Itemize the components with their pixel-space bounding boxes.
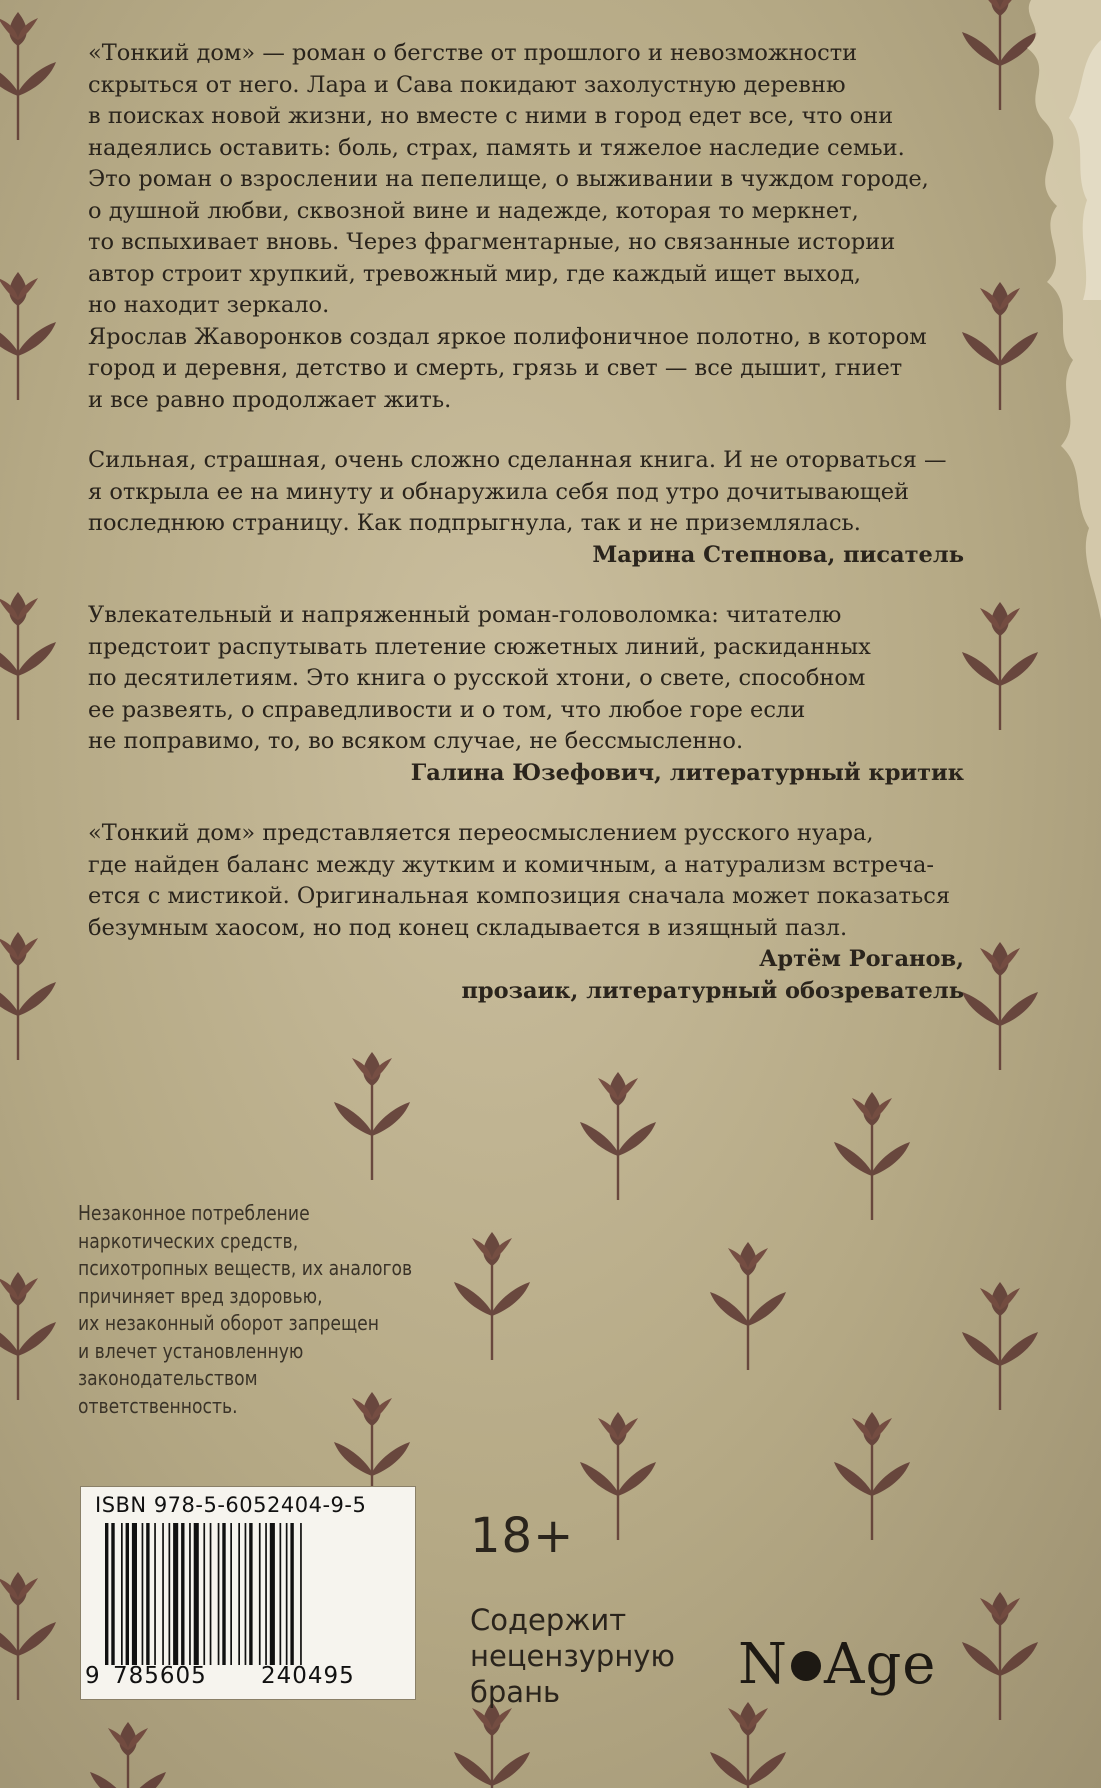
review-author-line: Галина Юзефович, литературный критик [410, 759, 964, 786]
publisher-logo-n: N [738, 1632, 788, 1697]
review-line: предстоит распутывать плетение сюжетных линий, раскиданных [88, 633, 871, 660]
warning-line: Незаконное потребление [78, 1201, 310, 1225]
back-cover-text [88, 38, 968, 1007]
review-line: где найден баланс между жутким и комичным, а натурализм встреча- [88, 851, 934, 878]
review-line: ется с мистикой. Оригинальная композиция сначала может показаться [88, 883, 951, 909]
barcode-digits [85, 1663, 411, 1693]
blurb-line: о душной любви, сквозной вине и надежде, которая то меркнет, [88, 197, 859, 224]
warning-line: психотропных веществ, их аналогов [78, 1256, 413, 1280]
barcode-digits-right: 240495 [261, 1663, 355, 1689]
warning-line: ответственность. [78, 1393, 238, 1418]
blurb-line: Ярослав Жаворонков создал яркое полифоничное полотно, в котором [88, 323, 927, 350]
barcode-bars [105, 1523, 405, 1665]
review-author [88, 540, 968, 572]
blurb-line: «Тонкий дом» — роман о бегстве от прошлого и невозможности [88, 40, 858, 66]
barcode-digit-first: 9 [85, 1663, 100, 1689]
review-line: по десятилетиям. Это книга о русской хтони, о свете, способном [88, 665, 866, 691]
warning-line: причиняет вред здоровью, [78, 1283, 323, 1308]
review-line: ее развеять, о справедливости и о том, что любое горе если [88, 696, 806, 723]
review-quote [88, 445, 968, 540]
publisher-logo-age: Age [824, 1632, 937, 1697]
warning-line: наркотических средств, [78, 1228, 299, 1253]
logo-dot-icon [791, 1651, 821, 1681]
barcode-digits-left: 785605 [113, 1663, 207, 1689]
blurb-line: но находит зеркало. [88, 292, 330, 318]
review-author-line: прозаик, литературный обозреватель [461, 977, 964, 1004]
content-warning [470, 1602, 675, 1710]
review-line: безумным хаосом, но под конец складывается в изящный пазл. [88, 914, 848, 941]
review-author-line: Марина Степнова, писатель [592, 541, 964, 568]
review-author [88, 758, 968, 790]
review-line: последнюю страницу. Как подпрыгнула, так и не приземлялась. [88, 510, 861, 536]
review-line: «Тонкий дом» представляется переосмыслением русского нуара, [88, 820, 874, 846]
blurb-line: скрыться от него. Лара и Сава покидают захолустную деревню [88, 71, 846, 98]
publisher-logo [738, 1632, 936, 1697]
content-warning-line: нецензурную [470, 1639, 675, 1673]
blurb-line: то вспыхивает вновь. Через фрагментарные, но связанные истории [88, 229, 896, 255]
isbn-label: ISBN 978-5-6052404-9-5 [95, 1493, 367, 1517]
content-warning-line: Содержит [470, 1603, 627, 1637]
blurb-line: город и деревня, детство и смерть, грязь и свет — все дышит, гниет [88, 355, 903, 381]
warning-line: и влечет установленную [78, 1338, 304, 1363]
review-line: Сильная, страшная, очень сложно сделанная книга. И не оторваться — [88, 447, 947, 473]
blurb-line: в поисках новой жизни, но вместе с ними в город едет все, что они [88, 103, 894, 129]
review-author-line: Артём Роганов, [759, 946, 964, 972]
content-warning-line: брань [470, 1675, 561, 1709]
review-quote [88, 818, 968, 944]
review-author [88, 944, 968, 1007]
review-line: Увлекательный и напряженный роман-головоломка: читателю [88, 602, 842, 628]
blurb-line: надеялись оставить: боль, страх, память и тяжелое наследие семьи. [88, 134, 905, 161]
blurb-line: автор строит хрупкий, тревожный мир, где каждый ищет выход, [88, 260, 862, 287]
health-warning [78, 1200, 413, 1420]
blurb-line: и все равно продолжает жить. [88, 386, 452, 413]
review-line: я открыла ее на минуту и обнаружила себя под утро дочитывающей [88, 478, 910, 505]
warning-line: законодательством [78, 1366, 258, 1390]
blurb-line: Это роман о взрослении на пепелище, о выживании в чуждом городе, [88, 166, 929, 192]
book-blurb [88, 38, 968, 416]
review-line: не поправимо, то, во всяком случае, не бессмысленно. [88, 728, 744, 754]
review-quote [88, 600, 968, 758]
age-rating: 18+ [470, 1508, 575, 1564]
isbn-barcode [80, 1486, 416, 1700]
torn-paper-decoration [961, 0, 1101, 620]
warning-line: их незаконный оборот запрещен [78, 1311, 380, 1335]
